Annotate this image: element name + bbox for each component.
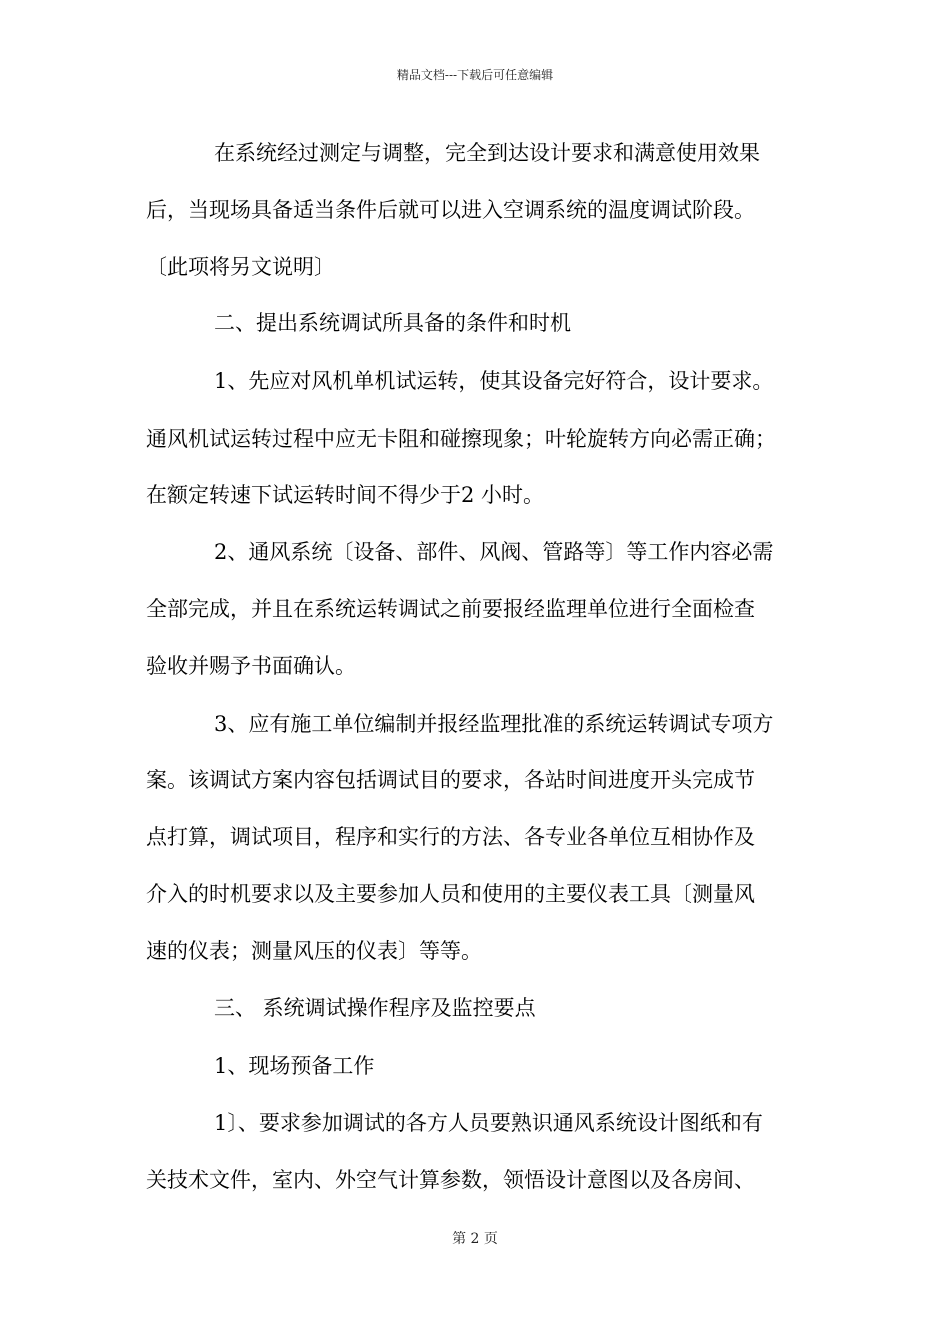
text-line: 介入的时机要求以及主要参加人员和使用的主要仪表工具〔测量风 bbox=[146, 882, 755, 906]
subsection-heading: 1、现场预备工作 bbox=[214, 1054, 375, 1078]
text-line: 全部完成，并且在系统运转调试之前要报经监理单位进行全面检查 bbox=[146, 597, 755, 621]
text-line: 后，当现场具备适当条件后就可以进入空调系统的温度调试阶段。 bbox=[146, 198, 755, 222]
text-line: 速的仪表；测量风压的仪表〕等等。 bbox=[146, 939, 482, 963]
text-line: 通风机试运转过程中应无卡阻和碰擦现象；叶轮旋转方向必需正确； bbox=[146, 427, 776, 451]
text-line: 在额定转速下试运转时间不得少于2 小时。 bbox=[146, 483, 545, 507]
text-line: 1〕、要求参加调试的各方人员要熟识通风系统设计图纸和有 bbox=[214, 1111, 763, 1135]
text-line: 〔此项将另文说明〕 bbox=[146, 255, 335, 279]
text-line: 验收并赐予书面确认。 bbox=[146, 654, 356, 678]
text-line: 1、先应对风机单机试运转，使其设备完好符合，设计要求。 bbox=[214, 369, 774, 393]
text-line: 2、通风系统〔设备、部件、风阀、管路等〕等工作内容必需 bbox=[214, 540, 774, 564]
text-line: 在系统经过测定与调整，完全到达设计要求和满意使用效果 bbox=[214, 141, 760, 165]
page-header: 精品文档---下载后可任意编辑 bbox=[396, 68, 554, 82]
section-heading: 三、 系统调试操作程序及监控要点 bbox=[214, 996, 536, 1020]
page-number: 第 2 页 bbox=[452, 1231, 498, 1247]
text-line: 案。该调试方案内容包括调试目的要求，各站时间进度开头完成节 bbox=[146, 768, 755, 792]
section-heading: 二、提出系统调试所具备的条件和时机 bbox=[214, 311, 571, 335]
text-line: 关技术文件，室内、外空气计算参数，领悟设计意图以及各房间、 bbox=[146, 1168, 755, 1192]
text-line: 点打算，调试项目，程序和实行的方法、各专业各单位互相协作及 bbox=[146, 825, 755, 849]
text-line: 3、应有施工单位编制并报经监理批准的系统运转调试专项方 bbox=[214, 712, 774, 736]
